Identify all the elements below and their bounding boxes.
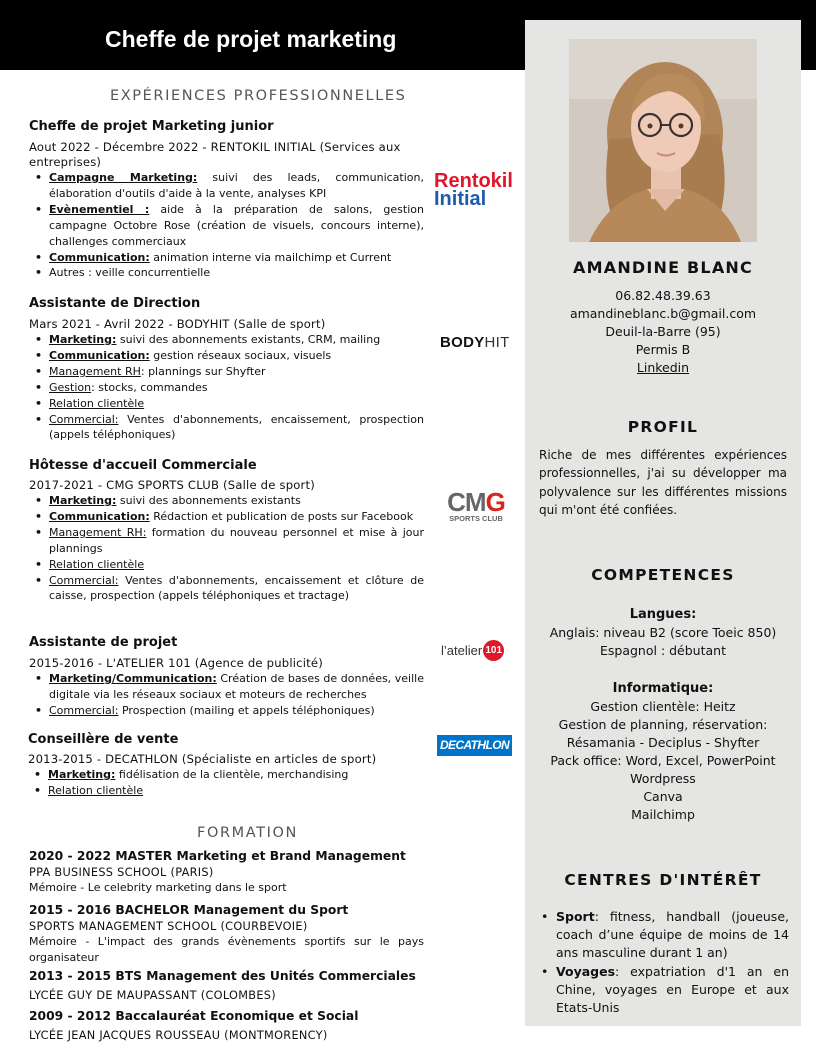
education-title: 2009 - 2012 Baccalauréat Economique et Social xyxy=(29,1009,359,1023)
job-title: Assistante de Direction xyxy=(29,296,201,311)
job-tasks xyxy=(29,332,424,443)
competences-heading: COMPETENCES xyxy=(591,566,735,584)
task-item: • Evènementiel : aide à la préparation de salons, gestion campagne Octobre Rose (création de visuels, concours interne), challenges commerciaux xyxy=(29,202,424,250)
job-entry xyxy=(29,634,424,719)
bodyhit-logo: BODYHIT xyxy=(440,334,510,351)
linkedin-link[interactable]: Linkedin xyxy=(636,360,690,375)
education-school: LYCÉE GUY DE MAUPASSANT (COLOMBES) xyxy=(29,989,276,1002)
language-item: Anglais: niveau B2 (score Toeic 850) xyxy=(549,625,777,640)
job-meta: Aout 2022 - Décembre 2022 - RENTOKIL INITIAL (Services aux entreprises) xyxy=(29,140,401,169)
job-title: Assistante de projet xyxy=(29,635,178,650)
task-item: • Communication: Rédaction et publication de posts sur Facebook xyxy=(29,509,424,525)
education-entry xyxy=(29,848,424,896)
job-entry xyxy=(29,118,424,281)
education-title: 2020 - 2022 MASTER Marketing et Brand Management xyxy=(29,849,406,863)
decathlon-logo: DECATHLON xyxy=(437,735,512,756)
job-meta: Mars 2021 - Avril 2022 - BODYHIT (Salle de sport) xyxy=(29,317,326,331)
profil-text: Riche de mes différentes expériences professionnelles, j'ai su développer ma polyvalence sur les différentes missions qui m'ont été confiées. xyxy=(539,448,787,517)
interests-list xyxy=(539,908,789,1017)
education-title: 2015 - 2016 BACHELOR Management du Sport xyxy=(29,903,349,917)
it-skill-item: Pack office: Word, Excel, PowerPoint xyxy=(550,753,776,768)
task-item: • Campagne Marketing: suivi des leads, communication, élaboration d'outils d'aide à la vente, analyses KPI xyxy=(29,170,424,202)
it-skills-label: Informatique: xyxy=(612,681,714,696)
interest-item: • Sport: fitness, handball (joueuse, coach d’une équipe de moins de 14 ans masculine durant 1 an) xyxy=(539,908,789,963)
task-item: • Management RH: formation du nouveau personnel et mise à jour plannings xyxy=(29,525,424,557)
email: amandineblanc.b@gmail.com xyxy=(569,306,757,321)
it-skill-item: Gestion de planning, réservation: xyxy=(558,717,768,732)
candidate-name: AMANDINE BLANC xyxy=(573,258,753,277)
task-item: • Commercial: Prospection (mailing et appels téléphoniques) xyxy=(29,703,424,719)
it-skills-block xyxy=(525,680,801,824)
phone: 06.82.48.39.63 xyxy=(615,288,711,303)
interest-item: • Voyages: expatriation d'1 an en Chine, voyages en Europe et aux Etats-Unis xyxy=(539,963,789,1018)
job-tasks xyxy=(29,671,424,719)
experiences-heading: EXPÉRIENCES PROFESSIONNELLES xyxy=(110,88,407,104)
rentokil-logo: Rentokil Initial xyxy=(434,170,513,210)
task-item: • Marketing: fidélisation de la clientèle, merchandising xyxy=(28,767,423,783)
it-skill-item: Résamania - Deciplus - Shyfter xyxy=(566,735,760,750)
education-school: PPA BUSINESS SCHOOL (PARIS) xyxy=(29,866,214,879)
task-item: • Commercial: Ventes d'abonnements, encaissement et clôture de caisse, prospection (appels téléphoniques et tractage) xyxy=(29,573,424,605)
formation-heading: FORMATION xyxy=(197,825,298,841)
education-memo: Mémoire - Le celebrity marketing dans le sport xyxy=(29,881,287,894)
education-entry xyxy=(29,968,424,1003)
task-item: • Autres : veille concurrentielle xyxy=(29,265,424,281)
job-tasks xyxy=(29,493,424,604)
education-school: LYCÉE JEAN JACQUES ROUSSEAU (MONTMORENCY) xyxy=(29,1029,328,1042)
task-item: • Commercial: Ventes d'abonnements, encaissement, prospection (appels téléphoniques) xyxy=(29,412,424,444)
interests-heading: CENTRES D'INTÉRÊT xyxy=(564,871,762,889)
location: Deuil-la-Barre (95) xyxy=(605,324,721,339)
driving-license: Permis B xyxy=(635,342,691,357)
task-item: • Gestion: stocks, commandes xyxy=(29,380,424,396)
job-entry xyxy=(29,457,424,604)
education-entry xyxy=(29,1008,424,1043)
it-skill-item: Gestion clientèle: Heitz xyxy=(590,699,736,714)
job-meta: 2013-2015 - DECATHLON (Spécialiste en articles de sport) xyxy=(28,752,377,766)
task-item: • Communication: animation interne via mailchimp et Current xyxy=(29,250,424,266)
job-title: Cheffe de projet Marketing junior xyxy=(29,119,274,134)
it-skill-item: Wordpress xyxy=(630,771,696,786)
sidebar xyxy=(525,20,801,1026)
job-title: Conseillère de vente xyxy=(28,732,179,747)
job-tasks xyxy=(28,767,423,799)
cmg-logo: CMG SPORTS CLUB xyxy=(447,487,505,523)
job-meta: 2015-2016 - L'ATELIER 101 (Agence de publicité) xyxy=(29,656,323,670)
languages-label: Langues: xyxy=(629,607,697,622)
task-item: • Relation clientèle xyxy=(29,396,424,412)
task-item: • Marketing: suivi des abonnements existants xyxy=(29,493,424,509)
task-item: • Management RH: plannings sur Shyfter xyxy=(29,364,424,380)
job-entry xyxy=(28,731,423,799)
languages-block xyxy=(525,606,801,660)
job-entry xyxy=(29,295,424,443)
task-item: • Marketing/Communication: Création de bases de données, veille digitale via les réseaux sociaux et moteurs de recherches xyxy=(29,671,424,703)
job-tasks xyxy=(29,170,424,281)
contact-block xyxy=(525,287,801,377)
task-item: • Relation clientèle xyxy=(29,557,424,573)
page-title: Cheffe de projet marketing xyxy=(105,26,397,52)
education-title: 2013 - 2015 BTS Management des Unités Commerciales xyxy=(29,969,416,983)
task-item: • Communication: gestion réseaux sociaux, visuels xyxy=(29,348,424,364)
language-item: Espagnol : débutant xyxy=(599,643,726,658)
job-meta: 2017-2021 - CMG SPORTS CLUB (Salle de sport) xyxy=(29,478,315,492)
job-title: Hôtesse d'accueil Commerciale xyxy=(29,458,257,473)
atelier101-logo: l’atelier 101 xyxy=(441,640,504,661)
profile-photo xyxy=(569,39,757,242)
it-skill-item: Canva xyxy=(643,789,683,804)
education-memo: Mémoire - L'impact des grands évènements sportifs sur le pays organisateur xyxy=(29,935,424,964)
profil-heading: PROFIL xyxy=(627,418,699,436)
it-skill-item: Mailchimp xyxy=(631,807,695,822)
education-school: SPORTS MANAGEMENT SCHOOL (COURBEVOIE) xyxy=(29,920,308,933)
education-entry xyxy=(29,902,424,966)
task-item: • Relation clientèle xyxy=(28,783,423,799)
task-item: • Marketing: suivi des abonnements existants, CRM, mailing xyxy=(29,332,424,348)
